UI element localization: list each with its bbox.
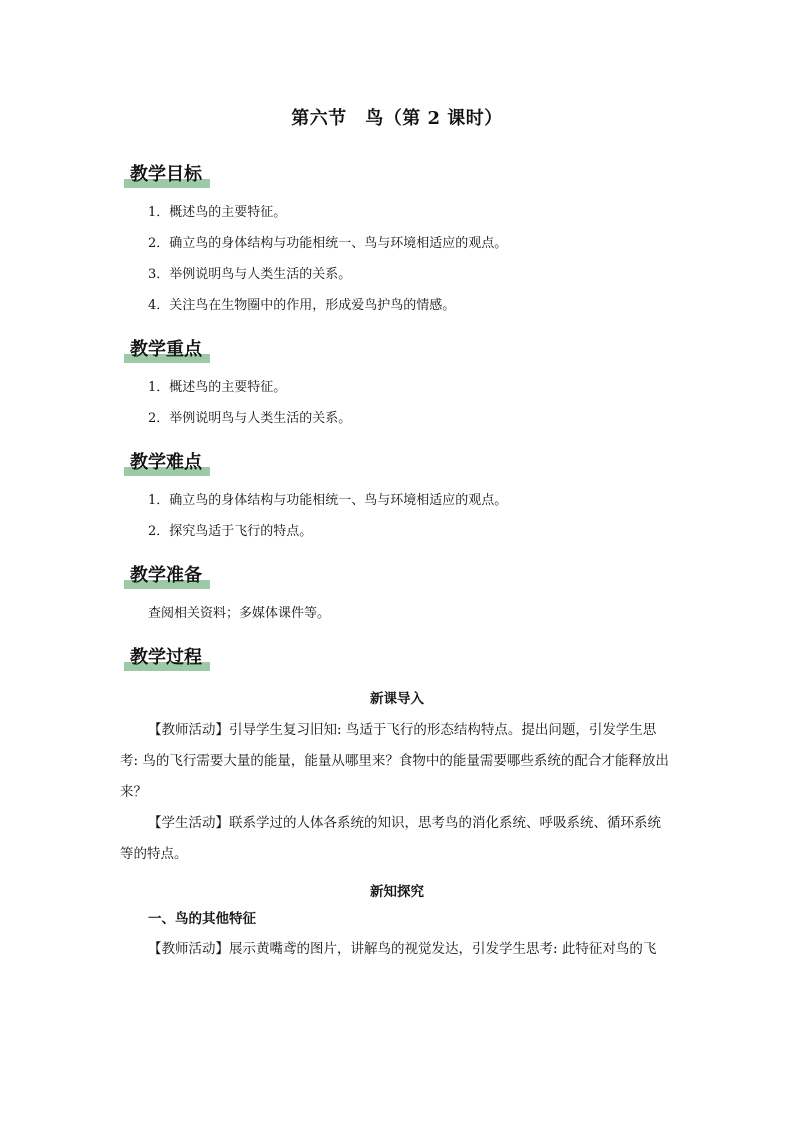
- section-heading-preparation: 教学准备: [120, 561, 210, 589]
- subtopic-other-features: 一、鸟的其他特征: [148, 911, 256, 927]
- subheading-intro: 新课导入: [370, 691, 424, 707]
- process-body: [120, 687, 674, 965]
- paragraph-teacher-explore: 【教师活动】展示黄嘴鸢的图片，讲解鸟的视觉发达，引发学生思考: 此特征对鸟的飞: [148, 941, 657, 957]
- objectives-list: [120, 204, 674, 315]
- list-item: 1．确立鸟的身体结构与功能相统一、鸟与环境相适应的观点。: [148, 493, 508, 508]
- difficulties-list: [120, 492, 674, 541]
- preparation-body: [120, 605, 674, 623]
- list-item: 4．关注鸟在生物圈中的作用，形成爱鸟护鸟的情感。: [148, 298, 456, 313]
- section-heading-process: 教学过程: [120, 643, 210, 671]
- list-item: 3．举例说明鸟与人类生活的关系。: [148, 267, 352, 282]
- section-heading-key-points: 教学重点: [120, 335, 210, 363]
- section-objectives: [120, 160, 674, 315]
- section-process: [120, 643, 674, 965]
- list-item: 2．举例说明鸟与人类生活的关系。: [148, 411, 352, 426]
- list-item: 2．确立鸟的身体结构与功能相统一、鸟与环境相适应的观点。: [148, 236, 508, 251]
- section-difficulties: [120, 448, 674, 541]
- section-preparation: [120, 561, 674, 623]
- paragraph-student-intro: 【学生活动】联系学过的人体各系统的知识，思考鸟的消化系统、呼吸系统、循环系统等的特点。: [120, 815, 661, 862]
- section-heading-objectives: 教学目标: [120, 160, 210, 188]
- subheading-explore: 新知探究: [370, 884, 424, 900]
- list-item: 1．概述鸟的主要特征。: [148, 380, 287, 395]
- section-key-points: [120, 335, 674, 428]
- list-item: 2．探究鸟适于飞行的特点。: [148, 524, 313, 539]
- preparation-text: 查阅相关资料；多媒体课件等。: [148, 606, 331, 621]
- section-heading-difficulties: 教学难点: [120, 448, 210, 476]
- paragraph-teacher-intro: 【教师活动】引导学生复习旧知: 鸟适于飞行的形态结构特点。提出问题，引发学生思考: 鸟的飞行需要大量的能量，能量从哪里来？食物中的能量需要哪些系统的配合才能释放出来？: [120, 722, 669, 800]
- key-points-list: [120, 379, 674, 428]
- page-title: 第六节 鸟（第 2 课时）: [291, 108, 503, 129]
- list-item: 1．概述鸟的主要特征。: [148, 205, 287, 220]
